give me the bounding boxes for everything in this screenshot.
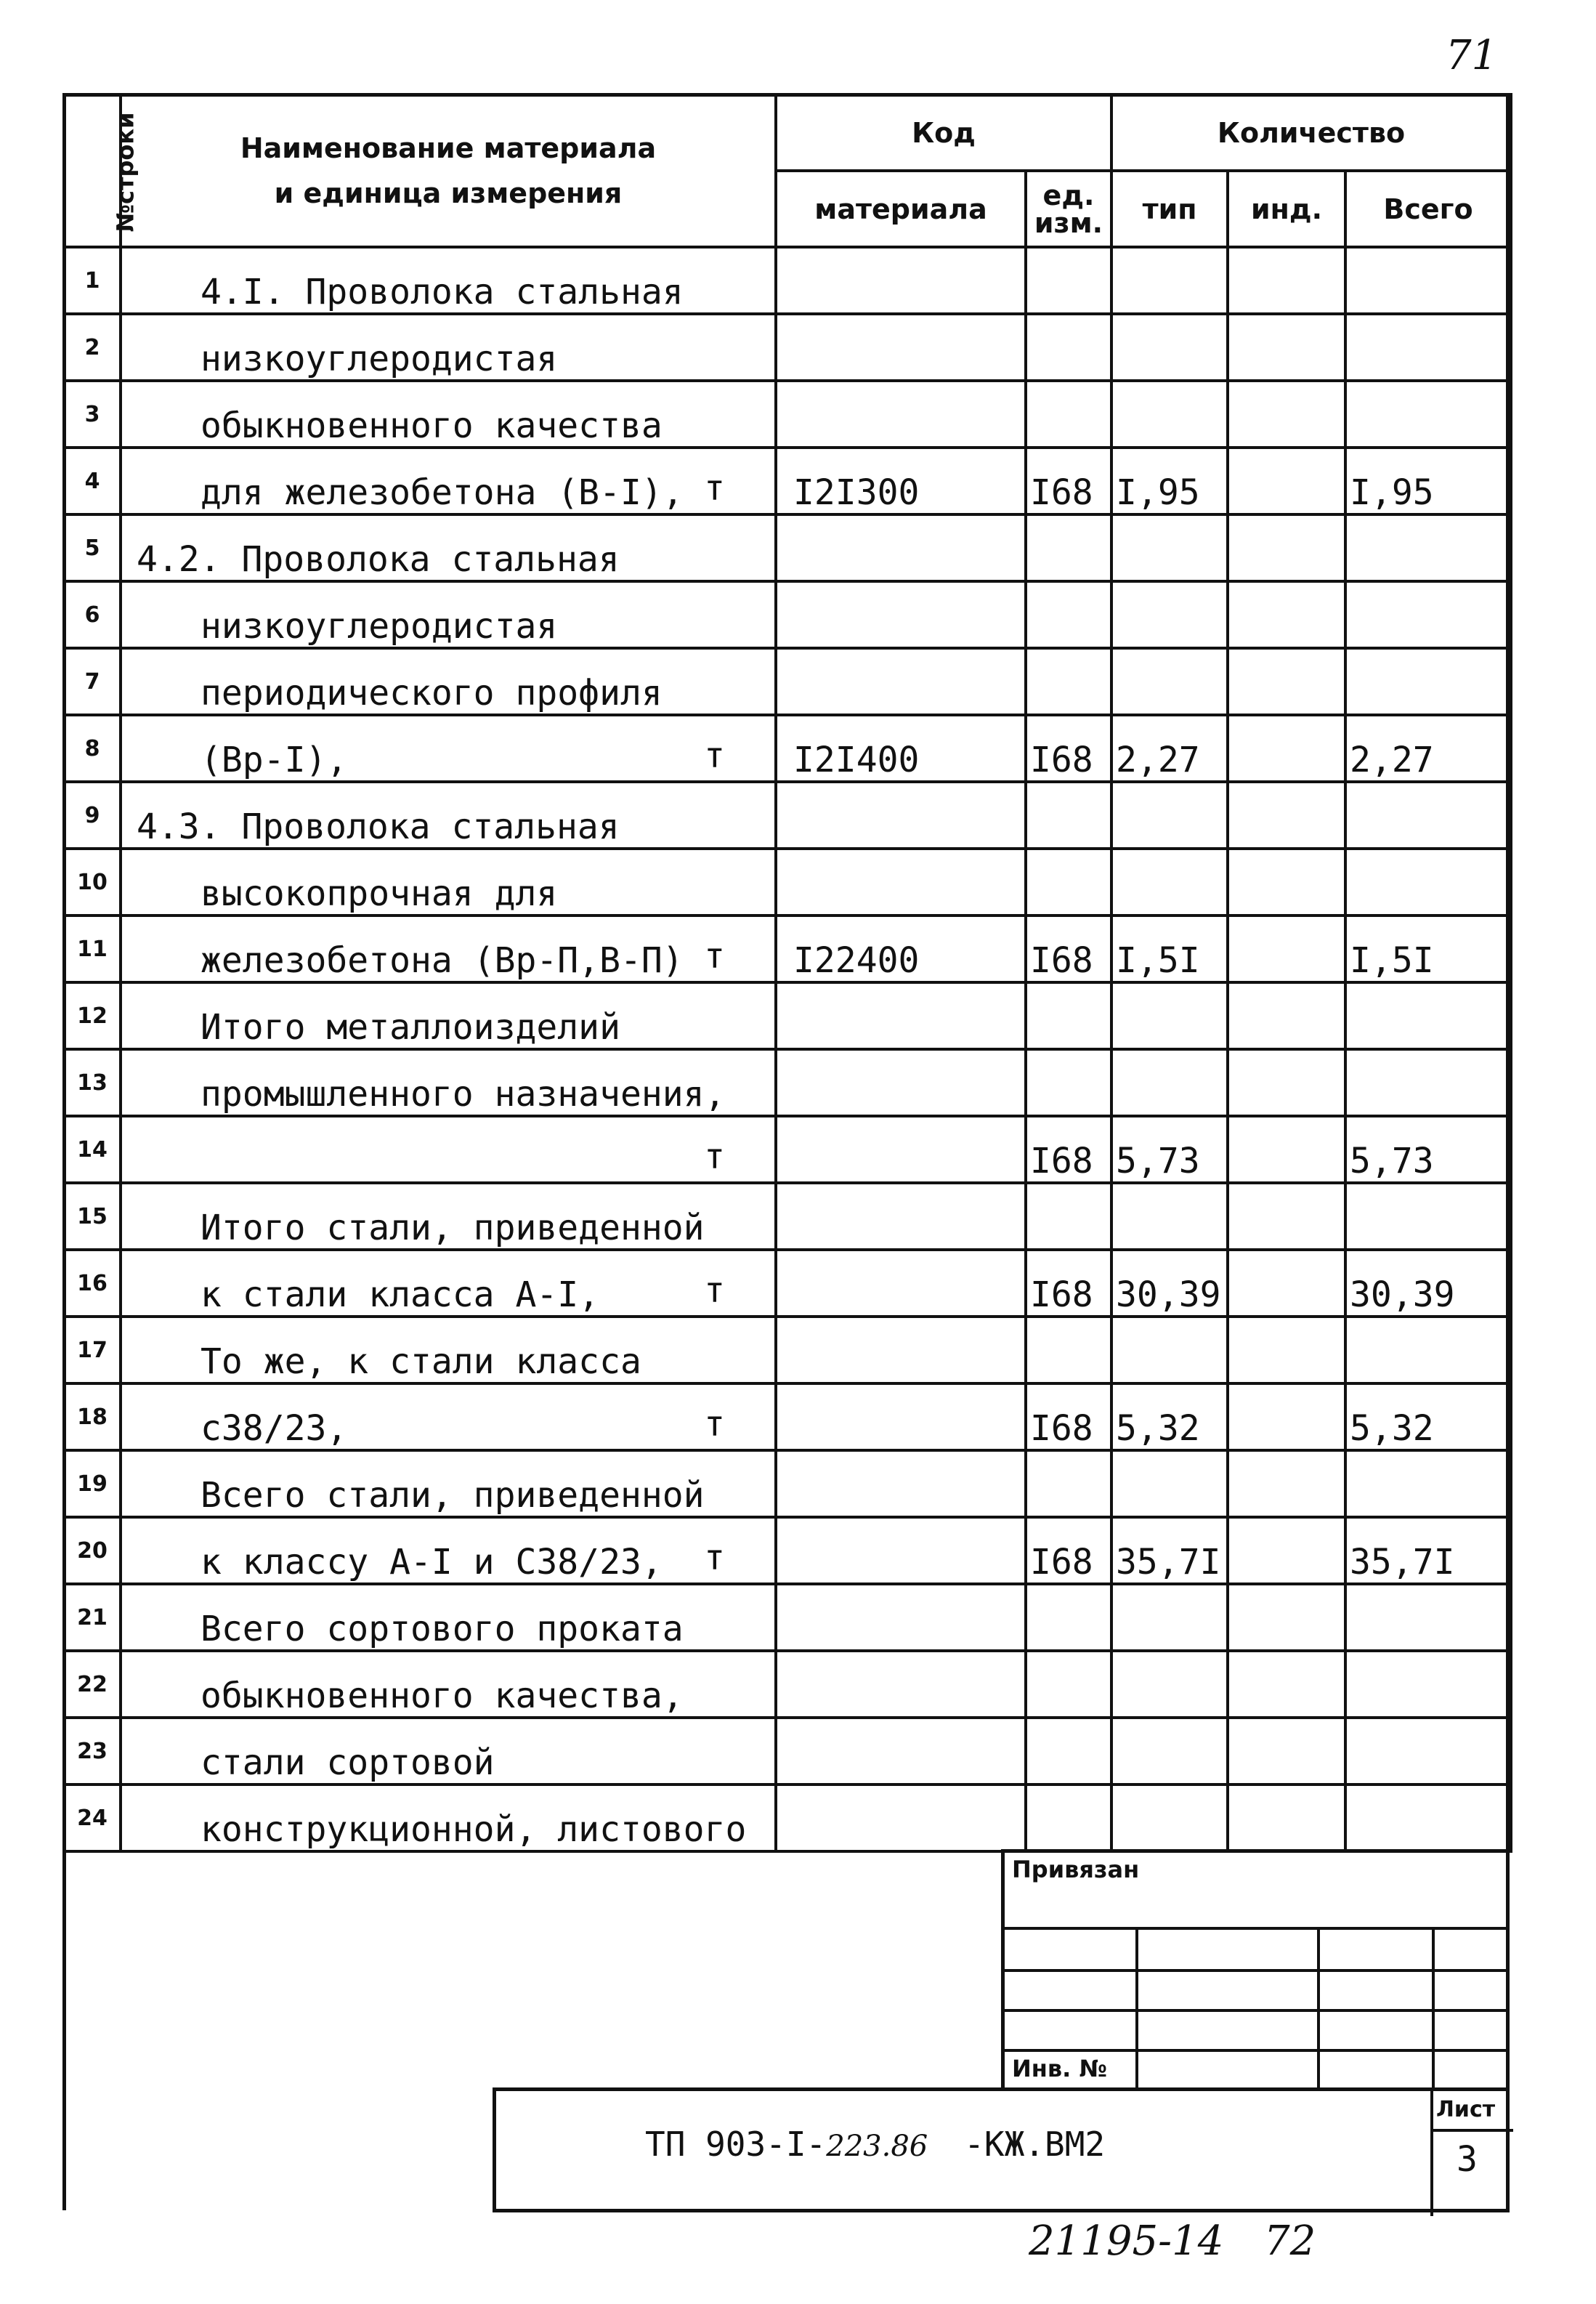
unit-mark: т xyxy=(704,468,725,509)
row-number: 14 xyxy=(64,1116,121,1183)
qty-typ xyxy=(1111,1784,1228,1851)
unit-mark: т xyxy=(704,936,725,977)
qty-typ: 35,7I xyxy=(1111,1517,1228,1584)
table-row xyxy=(64,1517,1511,1584)
unit-code: I68 xyxy=(1026,1116,1111,1183)
unit-code: I68 xyxy=(1026,915,1111,982)
qty-ind xyxy=(1228,448,1345,514)
qty-total: I,5I xyxy=(1345,915,1511,982)
qty-typ xyxy=(1111,514,1228,581)
qty-ind xyxy=(1228,247,1345,314)
table-row xyxy=(64,1183,1511,1250)
row-number: 19 xyxy=(64,1450,121,1517)
material-code xyxy=(776,1250,1026,1317)
material-name: То же, к стали класса xyxy=(121,1317,776,1383)
archive-sheet-handwritten: 72 xyxy=(1264,2218,1316,2265)
qty-total: 2,27 xyxy=(1345,715,1511,782)
row-number: 16 xyxy=(64,1250,121,1317)
unit-code: I68 xyxy=(1026,1250,1111,1317)
qty-total xyxy=(1345,782,1511,849)
unit-header: ед. изм. xyxy=(1026,171,1111,247)
material-name: с38/23, т xyxy=(121,1383,776,1450)
row-number: 24 xyxy=(64,1784,121,1851)
qty-typ xyxy=(1111,648,1228,715)
qty-total: 5,73 xyxy=(1345,1116,1511,1183)
qty-total xyxy=(1345,982,1511,1049)
material-code xyxy=(776,247,1026,314)
row-number: 4 xyxy=(64,448,121,514)
row-number: 3 xyxy=(64,381,121,448)
material-code xyxy=(776,1183,1026,1250)
qty-total xyxy=(1345,1049,1511,1116)
material-code xyxy=(776,1116,1026,1183)
material-code xyxy=(776,982,1026,1049)
binding-stamp xyxy=(1001,1849,1510,2091)
qty-ind xyxy=(1228,915,1345,982)
qty-typ xyxy=(1111,1718,1228,1784)
material-name: промышленного назначения, xyxy=(121,1049,776,1116)
unit-code xyxy=(1026,1718,1111,1784)
row-number: 13 xyxy=(64,1049,121,1116)
unit-code xyxy=(1026,514,1111,581)
qty-typ xyxy=(1111,581,1228,648)
unit-code: I68 xyxy=(1026,448,1111,514)
row-number: 2 xyxy=(64,314,121,381)
qty-total xyxy=(1345,648,1511,715)
material-code-header: материала xyxy=(776,171,1026,247)
material-name: к стали класса А-I, т xyxy=(121,1250,776,1317)
document-code: ТП 903-I-223.86 -КЖ.ВМ2 xyxy=(645,2125,1106,2164)
material-name: обыкновенного качества xyxy=(121,381,776,448)
table-row xyxy=(64,1718,1511,1784)
qty-ind xyxy=(1228,1450,1345,1517)
sheet-number: 3 xyxy=(1457,2139,1478,2180)
qty-ind xyxy=(1228,1718,1345,1784)
row-number: 7 xyxy=(64,648,121,715)
row-number: 12 xyxy=(64,982,121,1049)
qty-typ: 30,39 xyxy=(1111,1250,1228,1317)
qty-total xyxy=(1345,581,1511,648)
qty-typ xyxy=(1111,381,1228,448)
material-code xyxy=(776,581,1026,648)
code-header: Код xyxy=(776,94,1111,171)
material-name xyxy=(121,1116,776,1183)
material-name: Всего стали, приведенной xyxy=(121,1450,776,1517)
table-row xyxy=(64,581,1511,648)
row-number: 8 xyxy=(64,715,121,782)
unit-mark: т xyxy=(704,1270,725,1311)
material-name: обыкновенного качества, xyxy=(121,1651,776,1718)
table-row xyxy=(64,1383,1511,1450)
unit-code xyxy=(1026,1584,1111,1651)
material-code xyxy=(776,1651,1026,1718)
material-name: 4.2. Проволока стальная xyxy=(121,514,776,581)
table-row xyxy=(64,1116,1511,1183)
material-code xyxy=(776,314,1026,381)
title-block xyxy=(493,2087,1510,2212)
row-number: 10 xyxy=(64,849,121,915)
material-name: высокопрочная для xyxy=(121,849,776,915)
material-code xyxy=(776,1517,1026,1584)
bound-label: Привязан xyxy=(1012,1856,1140,1883)
qty-ind xyxy=(1228,1517,1345,1584)
material-name: низкоуглеродистая xyxy=(121,314,776,381)
row-number: 21 xyxy=(64,1584,121,1651)
qty-ind xyxy=(1228,1584,1345,1651)
unit-code xyxy=(1026,648,1111,715)
materials-table xyxy=(62,93,1512,1853)
material-code xyxy=(776,1784,1026,1851)
row-number: 18 xyxy=(64,1383,121,1450)
table-row xyxy=(64,1450,1511,1517)
ind-header: инд. xyxy=(1228,171,1345,247)
material-name: Итого металлоизделий xyxy=(121,982,776,1049)
unit-mark: т xyxy=(704,735,725,776)
qty-typ xyxy=(1111,1317,1228,1383)
qty-typ xyxy=(1111,314,1228,381)
qty-total xyxy=(1345,314,1511,381)
qty-total: 35,7I xyxy=(1345,1517,1511,1584)
qty-total xyxy=(1345,247,1511,314)
material-name: к классу А-I и С38/23, т xyxy=(121,1517,776,1584)
unit-code xyxy=(1026,849,1111,915)
unit-code xyxy=(1026,381,1111,448)
unit-code: I68 xyxy=(1026,1517,1111,1584)
material-name: Итого стали, приведенной xyxy=(121,1183,776,1250)
qty-ind xyxy=(1228,982,1345,1049)
material-code xyxy=(776,1049,1026,1116)
qty-ind xyxy=(1228,648,1345,715)
qty-ind xyxy=(1228,314,1345,381)
material-code: I22400 xyxy=(776,915,1026,982)
typ-header: тип xyxy=(1111,171,1228,247)
material-name: Всего сортового проката xyxy=(121,1584,776,1651)
quantity-header: Количество xyxy=(1111,94,1511,171)
qty-total: 5,32 xyxy=(1345,1383,1511,1450)
row-number: 6 xyxy=(64,581,121,648)
qty-total xyxy=(1345,1784,1511,1851)
table-row xyxy=(64,1651,1511,1718)
row-number: 20 xyxy=(64,1517,121,1584)
qty-ind xyxy=(1228,715,1345,782)
material-code: I2I300 xyxy=(776,448,1026,514)
table-row xyxy=(64,982,1511,1049)
qty-typ: I,95 xyxy=(1111,448,1228,514)
row-number-header: №строки xyxy=(64,94,121,247)
archive-number-handwritten: 21195-14 xyxy=(1029,2218,1224,2265)
qty-typ xyxy=(1111,247,1228,314)
table-row xyxy=(64,314,1511,381)
qty-total xyxy=(1345,849,1511,915)
unit-code xyxy=(1026,1183,1111,1250)
table-row xyxy=(64,849,1511,915)
qty-ind xyxy=(1228,1049,1345,1116)
qty-ind xyxy=(1228,514,1345,581)
qty-ind xyxy=(1228,1250,1345,1317)
qty-ind xyxy=(1228,1183,1345,1250)
unit-code xyxy=(1026,1651,1111,1718)
material-code xyxy=(776,1450,1026,1517)
qty-ind xyxy=(1228,1383,1345,1450)
qty-ind xyxy=(1228,381,1345,448)
qty-ind xyxy=(1228,1651,1345,1718)
qty-total xyxy=(1345,1183,1511,1250)
material-name: 4.3. Проволока стальная xyxy=(121,782,776,849)
material-name: (Вр-I), т xyxy=(121,715,776,782)
row-number: 5 xyxy=(64,514,121,581)
qty-ind xyxy=(1228,1317,1345,1383)
material-code xyxy=(776,1317,1026,1383)
inventory-label: Инв. № xyxy=(1012,2055,1107,2082)
table-row xyxy=(64,782,1511,849)
unit-code xyxy=(1026,1049,1111,1116)
table-row xyxy=(64,715,1511,782)
material-code: I2I400 xyxy=(776,715,1026,782)
total-header: Всего xyxy=(1345,171,1511,247)
unit-mark: т xyxy=(704,1404,725,1444)
qty-typ xyxy=(1111,1183,1228,1250)
table-row xyxy=(64,1250,1511,1317)
qty-typ: 5,73 xyxy=(1111,1116,1228,1183)
table-row xyxy=(64,514,1511,581)
qty-ind xyxy=(1228,782,1345,849)
material-code xyxy=(776,782,1026,849)
qty-typ xyxy=(1111,982,1228,1049)
qty-total xyxy=(1345,1718,1511,1784)
table-row xyxy=(64,381,1511,448)
table-row xyxy=(64,1584,1511,1651)
table-row xyxy=(64,247,1511,314)
qty-ind xyxy=(1228,1784,1345,1851)
row-number: 23 xyxy=(64,1718,121,1784)
unit-code xyxy=(1026,982,1111,1049)
unit-code: I68 xyxy=(1026,1383,1111,1450)
qty-total xyxy=(1345,1317,1511,1383)
qty-typ: 2,27 xyxy=(1111,715,1228,782)
qty-total xyxy=(1345,514,1511,581)
material-name: железобетона (Вр-П,В-П) т xyxy=(121,915,776,982)
material-code xyxy=(776,1718,1026,1784)
qty-typ xyxy=(1111,1651,1228,1718)
table-row xyxy=(64,1049,1511,1116)
row-number: 15 xyxy=(64,1183,121,1250)
row-number: 17 xyxy=(64,1317,121,1383)
qty-ind xyxy=(1228,581,1345,648)
material-code xyxy=(776,381,1026,448)
qty-typ xyxy=(1111,1450,1228,1517)
material-code xyxy=(776,849,1026,915)
sheet-label: Лист xyxy=(1436,2097,1496,2122)
table-body xyxy=(64,247,1511,1851)
row-number: 9 xyxy=(64,782,121,849)
material-name: низкоуглеродистая xyxy=(121,581,776,648)
material-name: 4.I. Проволока стальная xyxy=(121,247,776,314)
unit-code xyxy=(1026,1450,1111,1517)
qty-total: I,95 xyxy=(1345,448,1511,514)
unit-code: I68 xyxy=(1026,715,1111,782)
unit-code xyxy=(1026,581,1111,648)
qty-total xyxy=(1345,1651,1511,1718)
material-name: стали сортовой xyxy=(121,1718,776,1784)
material-name: конструкционной, листового xyxy=(121,1784,776,1851)
qty-typ xyxy=(1111,1584,1228,1651)
qty-ind xyxy=(1228,849,1345,915)
table-row xyxy=(64,448,1511,514)
unit-mark: т xyxy=(704,1537,725,1578)
qty-typ: 5,32 xyxy=(1111,1383,1228,1450)
unit-code xyxy=(1026,314,1111,381)
qty-typ xyxy=(1111,782,1228,849)
material-code xyxy=(776,1584,1026,1651)
row-number: 1 xyxy=(64,247,121,314)
table-row xyxy=(64,1784,1511,1851)
qty-total xyxy=(1345,1584,1511,1651)
table-row xyxy=(64,915,1511,982)
unit-code xyxy=(1026,1784,1111,1851)
material-code xyxy=(776,1383,1026,1450)
unit-code xyxy=(1026,1317,1111,1383)
qty-total: 30,39 xyxy=(1345,1250,1511,1317)
row-number: 11 xyxy=(64,915,121,982)
qty-ind xyxy=(1228,1116,1345,1183)
material-name: для железобетона (В-I), т xyxy=(121,448,776,514)
qty-total xyxy=(1345,381,1511,448)
table-row xyxy=(64,648,1511,715)
qty-typ xyxy=(1111,849,1228,915)
material-name-header: Наименование материала и единица измерения xyxy=(121,94,776,247)
row-number: 22 xyxy=(64,1651,121,1718)
table-row xyxy=(64,1317,1511,1383)
page-number-handwritten: 71 xyxy=(1446,32,1498,79)
unit-mark: т xyxy=(704,1136,725,1177)
unit-code xyxy=(1026,247,1111,314)
material-name: периодического профиля xyxy=(121,648,776,715)
qty-typ: I,5I xyxy=(1111,915,1228,982)
material-code xyxy=(776,514,1026,581)
unit-code xyxy=(1026,782,1111,849)
qty-total xyxy=(1345,1450,1511,1517)
material-code xyxy=(776,648,1026,715)
qty-typ xyxy=(1111,1049,1228,1116)
